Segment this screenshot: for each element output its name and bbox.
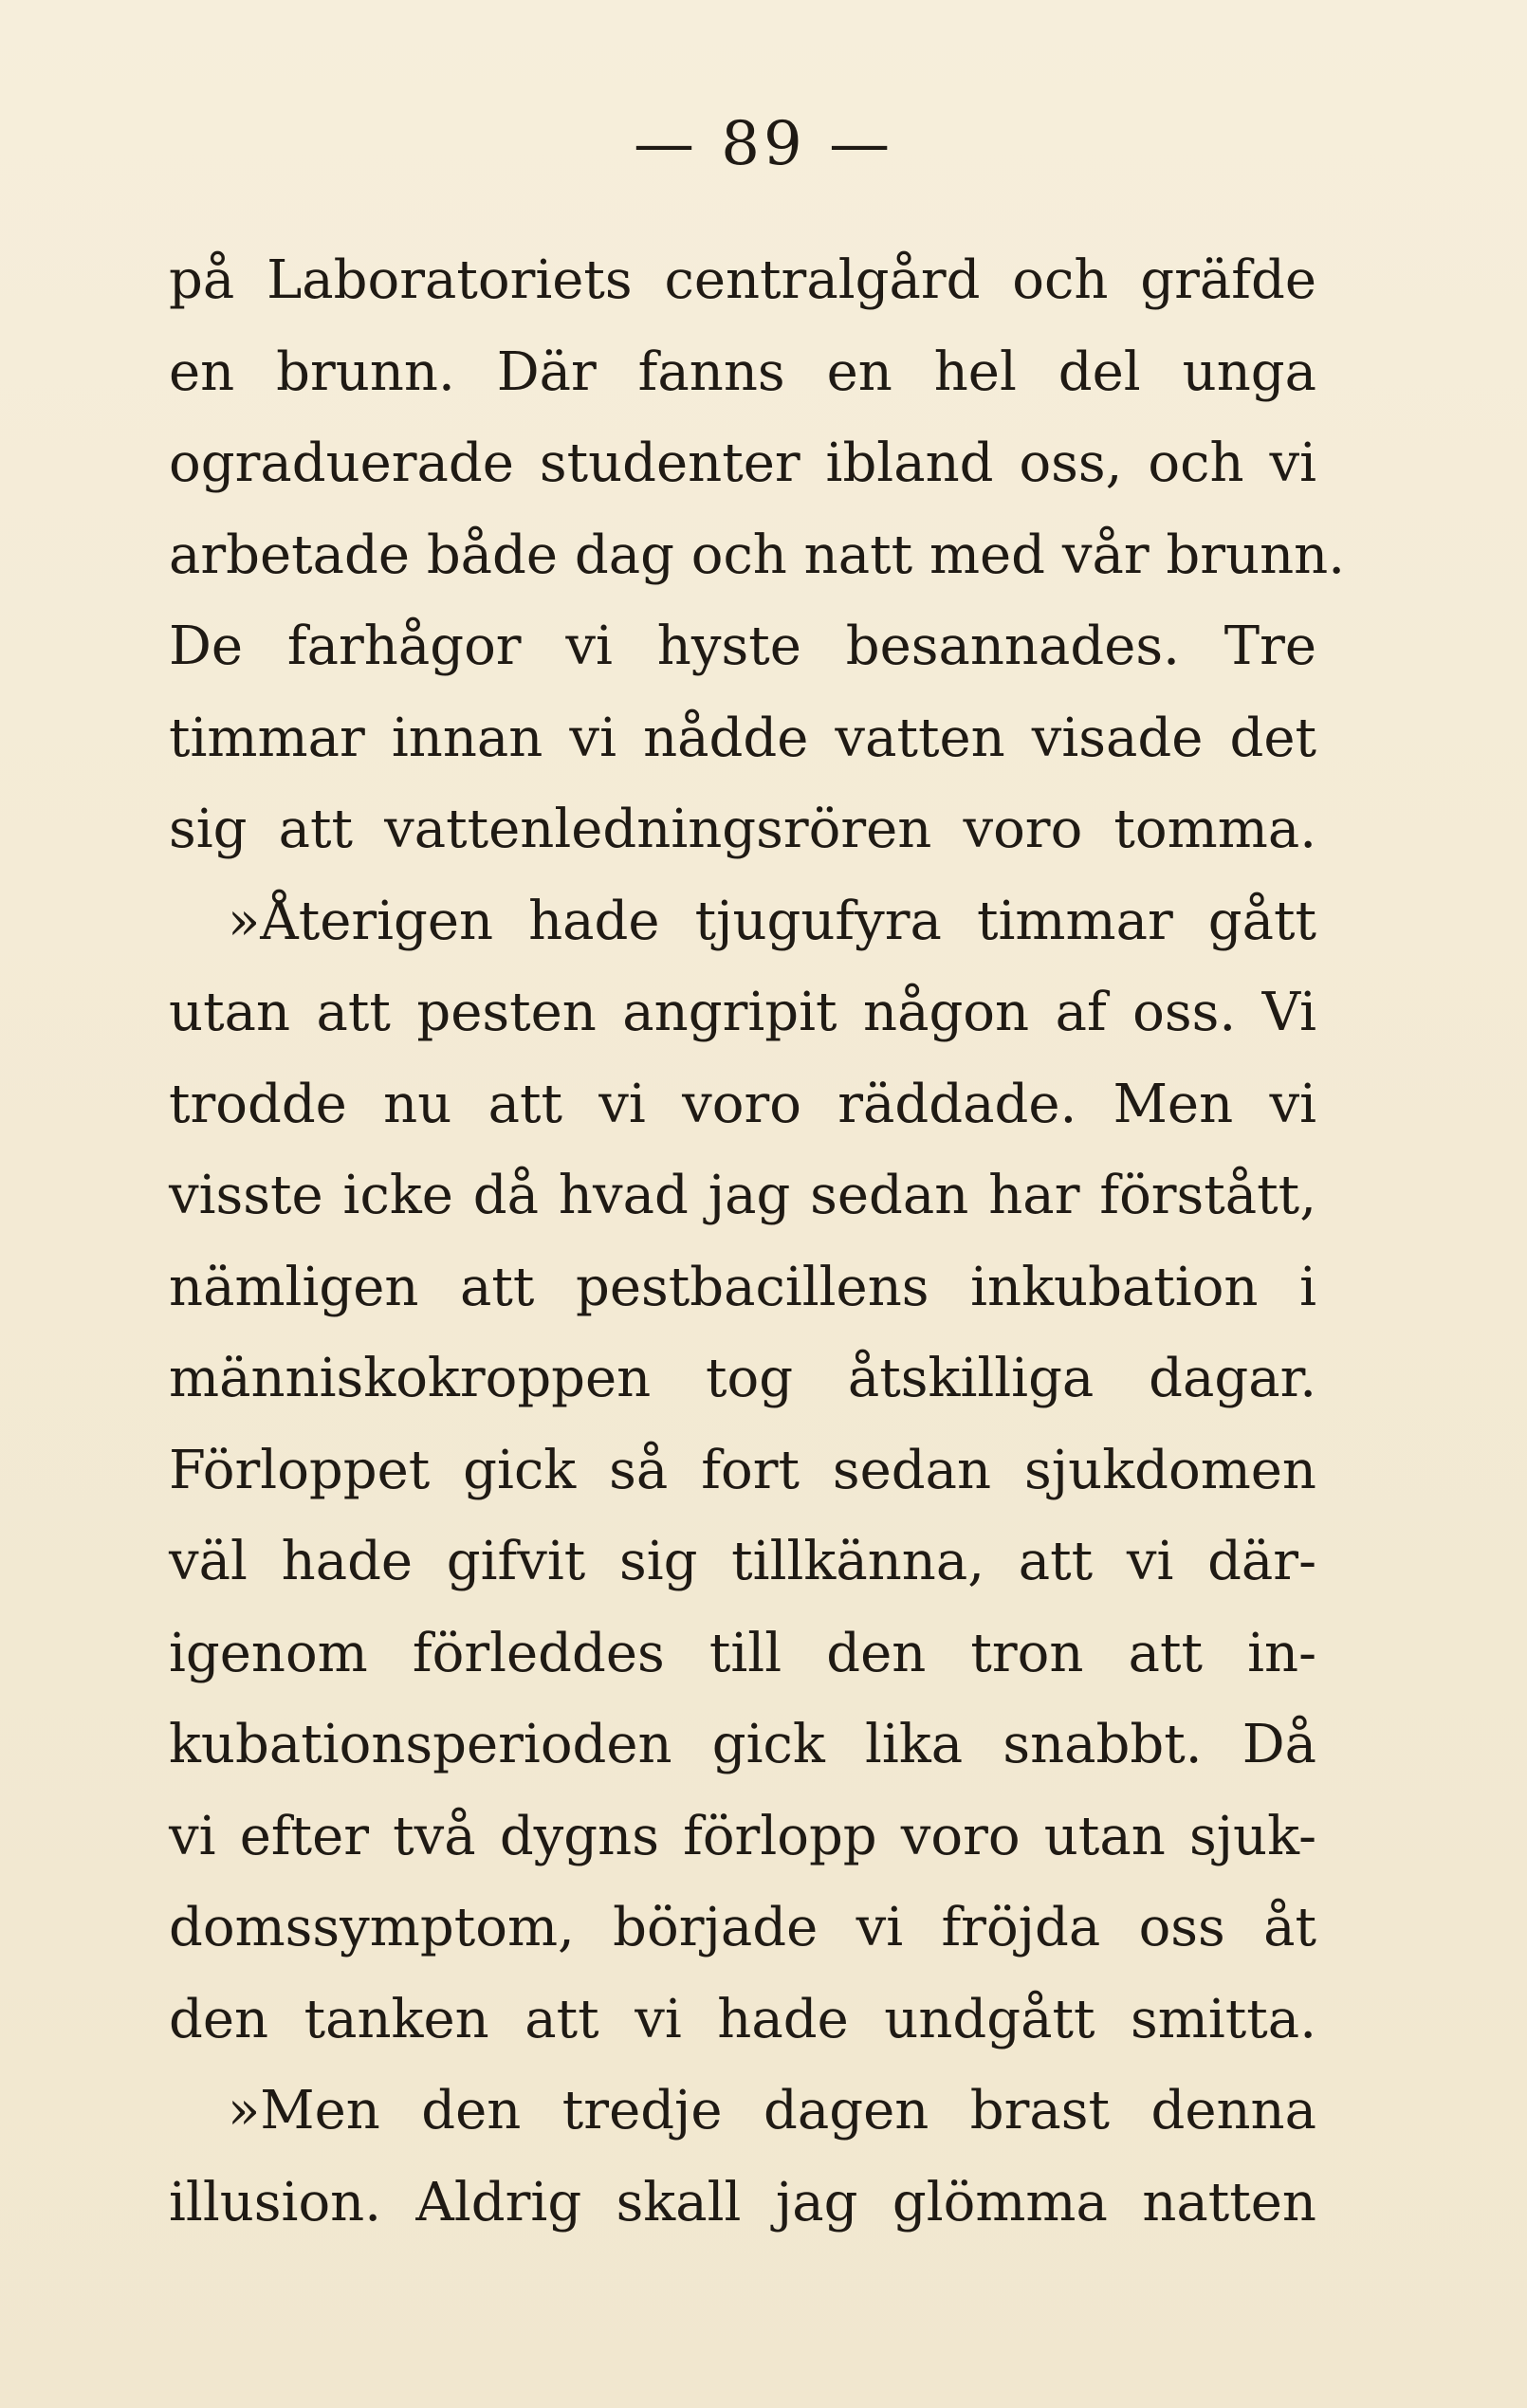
text-line: »Återigen hade tjugufyra timmar gått (228, 890, 1316, 952)
text-line: väl hade gifvit sig tillkänna, att vi där- (169, 1531, 1316, 1592)
text-line: nämligen att pestbacillens inkubation i (169, 1256, 1316, 1318)
text-line: människokroppen tog åtskilliga dagar. (169, 1348, 1316, 1409)
text-line: trodde nu att vi voro räddade. Men vi (169, 1073, 1316, 1135)
text-line: vi efter två dygns förlopp voro utan sjuk- (169, 1805, 1316, 1867)
text-line: kubationsperioden gick lika snabbt. Då (169, 1714, 1316, 1775)
text-line: en brunn. Där fanns en hel del unga (169, 340, 1316, 403)
text-line: Förloppet gick så fort sedan sjukdomen (169, 1439, 1316, 1501)
text-line: timmar innan vi nådde vatten visade det (169, 707, 1316, 769)
text-line: igenom förleddes till den tron att in- (169, 1622, 1316, 1684)
text-line: sig att vattenledningsrören voro tomma. (169, 799, 1316, 860)
text-line: visste icke då hvad jag sedan har förstått, (169, 1165, 1316, 1226)
text-line: ograduerade studenter ibland oss, och vi (169, 432, 1316, 494)
text-line: domssymptom, började vi fröjda oss åt (169, 1897, 1316, 1958)
text-line: De farhågor vi hyste besannades. Tre (169, 616, 1316, 677)
body-text (169, 235, 1346, 2249)
text-line: utan att pesten angripit någon af oss. Vi (169, 982, 1316, 1043)
text-line: arbetade både dag och natt med vår brunn. (169, 524, 1346, 586)
text-line: på Laboratoriets centralgård och gräfde (169, 249, 1316, 311)
text-line: illusion. Aldrig skall jag glömma natten (169, 2171, 1316, 2233)
page-number: — 89 — (633, 109, 894, 179)
text-line: den tanken att vi hade undgått smitta. (169, 1988, 1316, 2050)
text-line: »Men den tredje dagen brast denna (228, 2080, 1316, 2141)
